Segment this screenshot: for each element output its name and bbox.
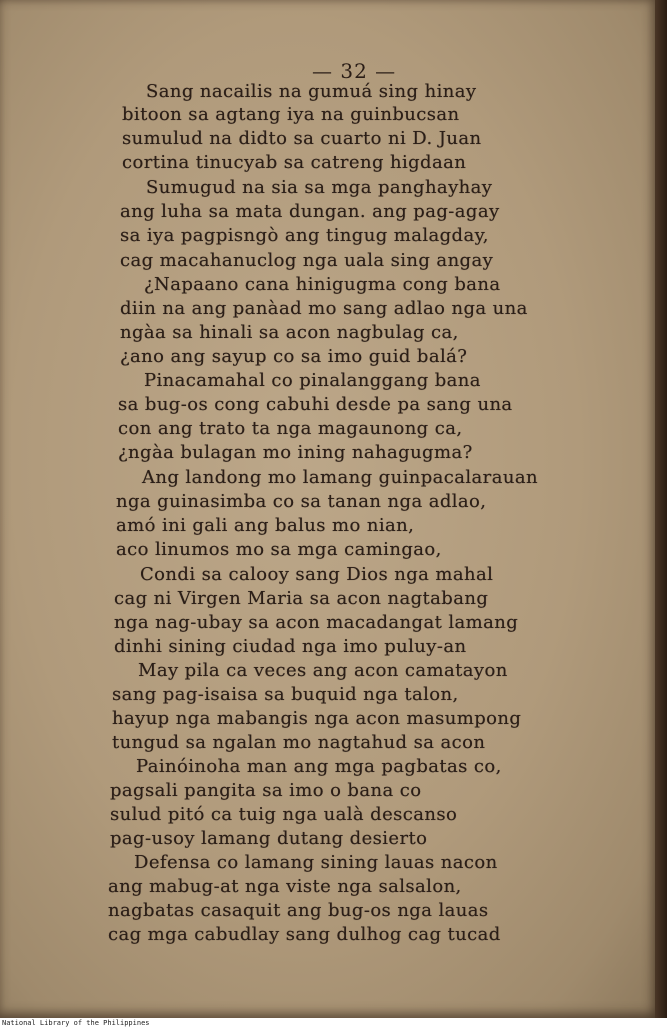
poem-line: sa iya pagpisngò ang tingug malagday, [120, 225, 489, 246]
poem-line: ¿ngàa bulagan mo ining nahagugma? [118, 442, 473, 463]
poem-line: hayup nga mabangis nga acon masumpong [112, 708, 522, 729]
scan-credit: National Library of the Philippines [2, 1019, 150, 1027]
poem-line: amó ini gali ang balus mo nian, [116, 515, 415, 536]
poem-line: nga nag-ubay sa acon macadangat lamang [114, 612, 519, 633]
poem-line: sa bug-os cong cabuhi desde pa sang una [118, 394, 513, 415]
poem-line: ngàa sa hinali sa acon nagbulag ca, [120, 322, 459, 343]
poem-line: bitoon sa agtang iya na guinbucsan [122, 104, 460, 125]
poem-line: tungud sa ngalan mo nagtahud sa acon [112, 732, 486, 753]
poem-line: nga guinasimba co sa tanan nga adlao, [116, 491, 487, 512]
poem-line: dinhi sining ciudad nga imo puluy-an [114, 636, 467, 657]
poem-line: pagsali pangita sa imo o bana co [110, 780, 422, 801]
poem-line: nagbatas casaquit ang bug-os nga lauas [108, 900, 489, 921]
poem-line: Painóinoha man ang mga pagbatas co, [136, 756, 502, 777]
poem-line: sulud pitó ca tuig nga ualà descanso [110, 804, 458, 825]
poem-line: diin na ang panàad mo sang adlao nga una [120, 298, 528, 319]
poem-line: Sumugud na sia sa mga panghayhay [146, 177, 493, 198]
poem-line: Ang landong mo lamang guinpacalarauan [142, 467, 538, 488]
poem-line: May pila ca veces ang acon camatayon [138, 660, 508, 681]
poem-line: cag mga cabudlay sang dulhog cag tucad [108, 924, 501, 945]
poem-line: pag-usoy lamang dutang desierto [110, 828, 428, 849]
poem-line: ¿ano ang sayup co sa imo guid balá? [120, 346, 468, 367]
poem-line: ang mabug-at nga viste nga salsalon, [108, 876, 462, 897]
poem-line: aco linumos mo sa mga camingao, [116, 539, 442, 560]
poem-line: cortina tinucyab sa catreng higdaan [122, 152, 467, 173]
poem-line: ang luha sa mata dungan. ang pag-agay [120, 201, 500, 222]
poem-line: Defensa co lamang sining lauas nacon [134, 852, 498, 873]
page-binding-edge [655, 0, 667, 1020]
poem-line: sang pag-isaisa sa buquid nga talon, [112, 684, 459, 705]
poem-line: ¿Napaano cana hinigugma cong bana [144, 274, 501, 295]
poem-line: cag ni Virgen Maria sa acon nagtabang [114, 588, 489, 609]
poem-line: Pinacamahal co pinalanggang bana [144, 370, 481, 391]
poem-line: con ang trato ta nga magaunong ca, [118, 418, 463, 439]
poem-line: Condi sa calooy sang Dios nga mahal [140, 564, 494, 585]
page-number: — 32 — [312, 59, 397, 83]
poem-line: cag macahanuclog nga uala sing angay [120, 250, 494, 271]
poem-line: sumulud na didto sa cuarto ni D. Juan [122, 128, 482, 149]
poem-line: Sang nacailis na gumuá sing hinay [146, 81, 477, 102]
